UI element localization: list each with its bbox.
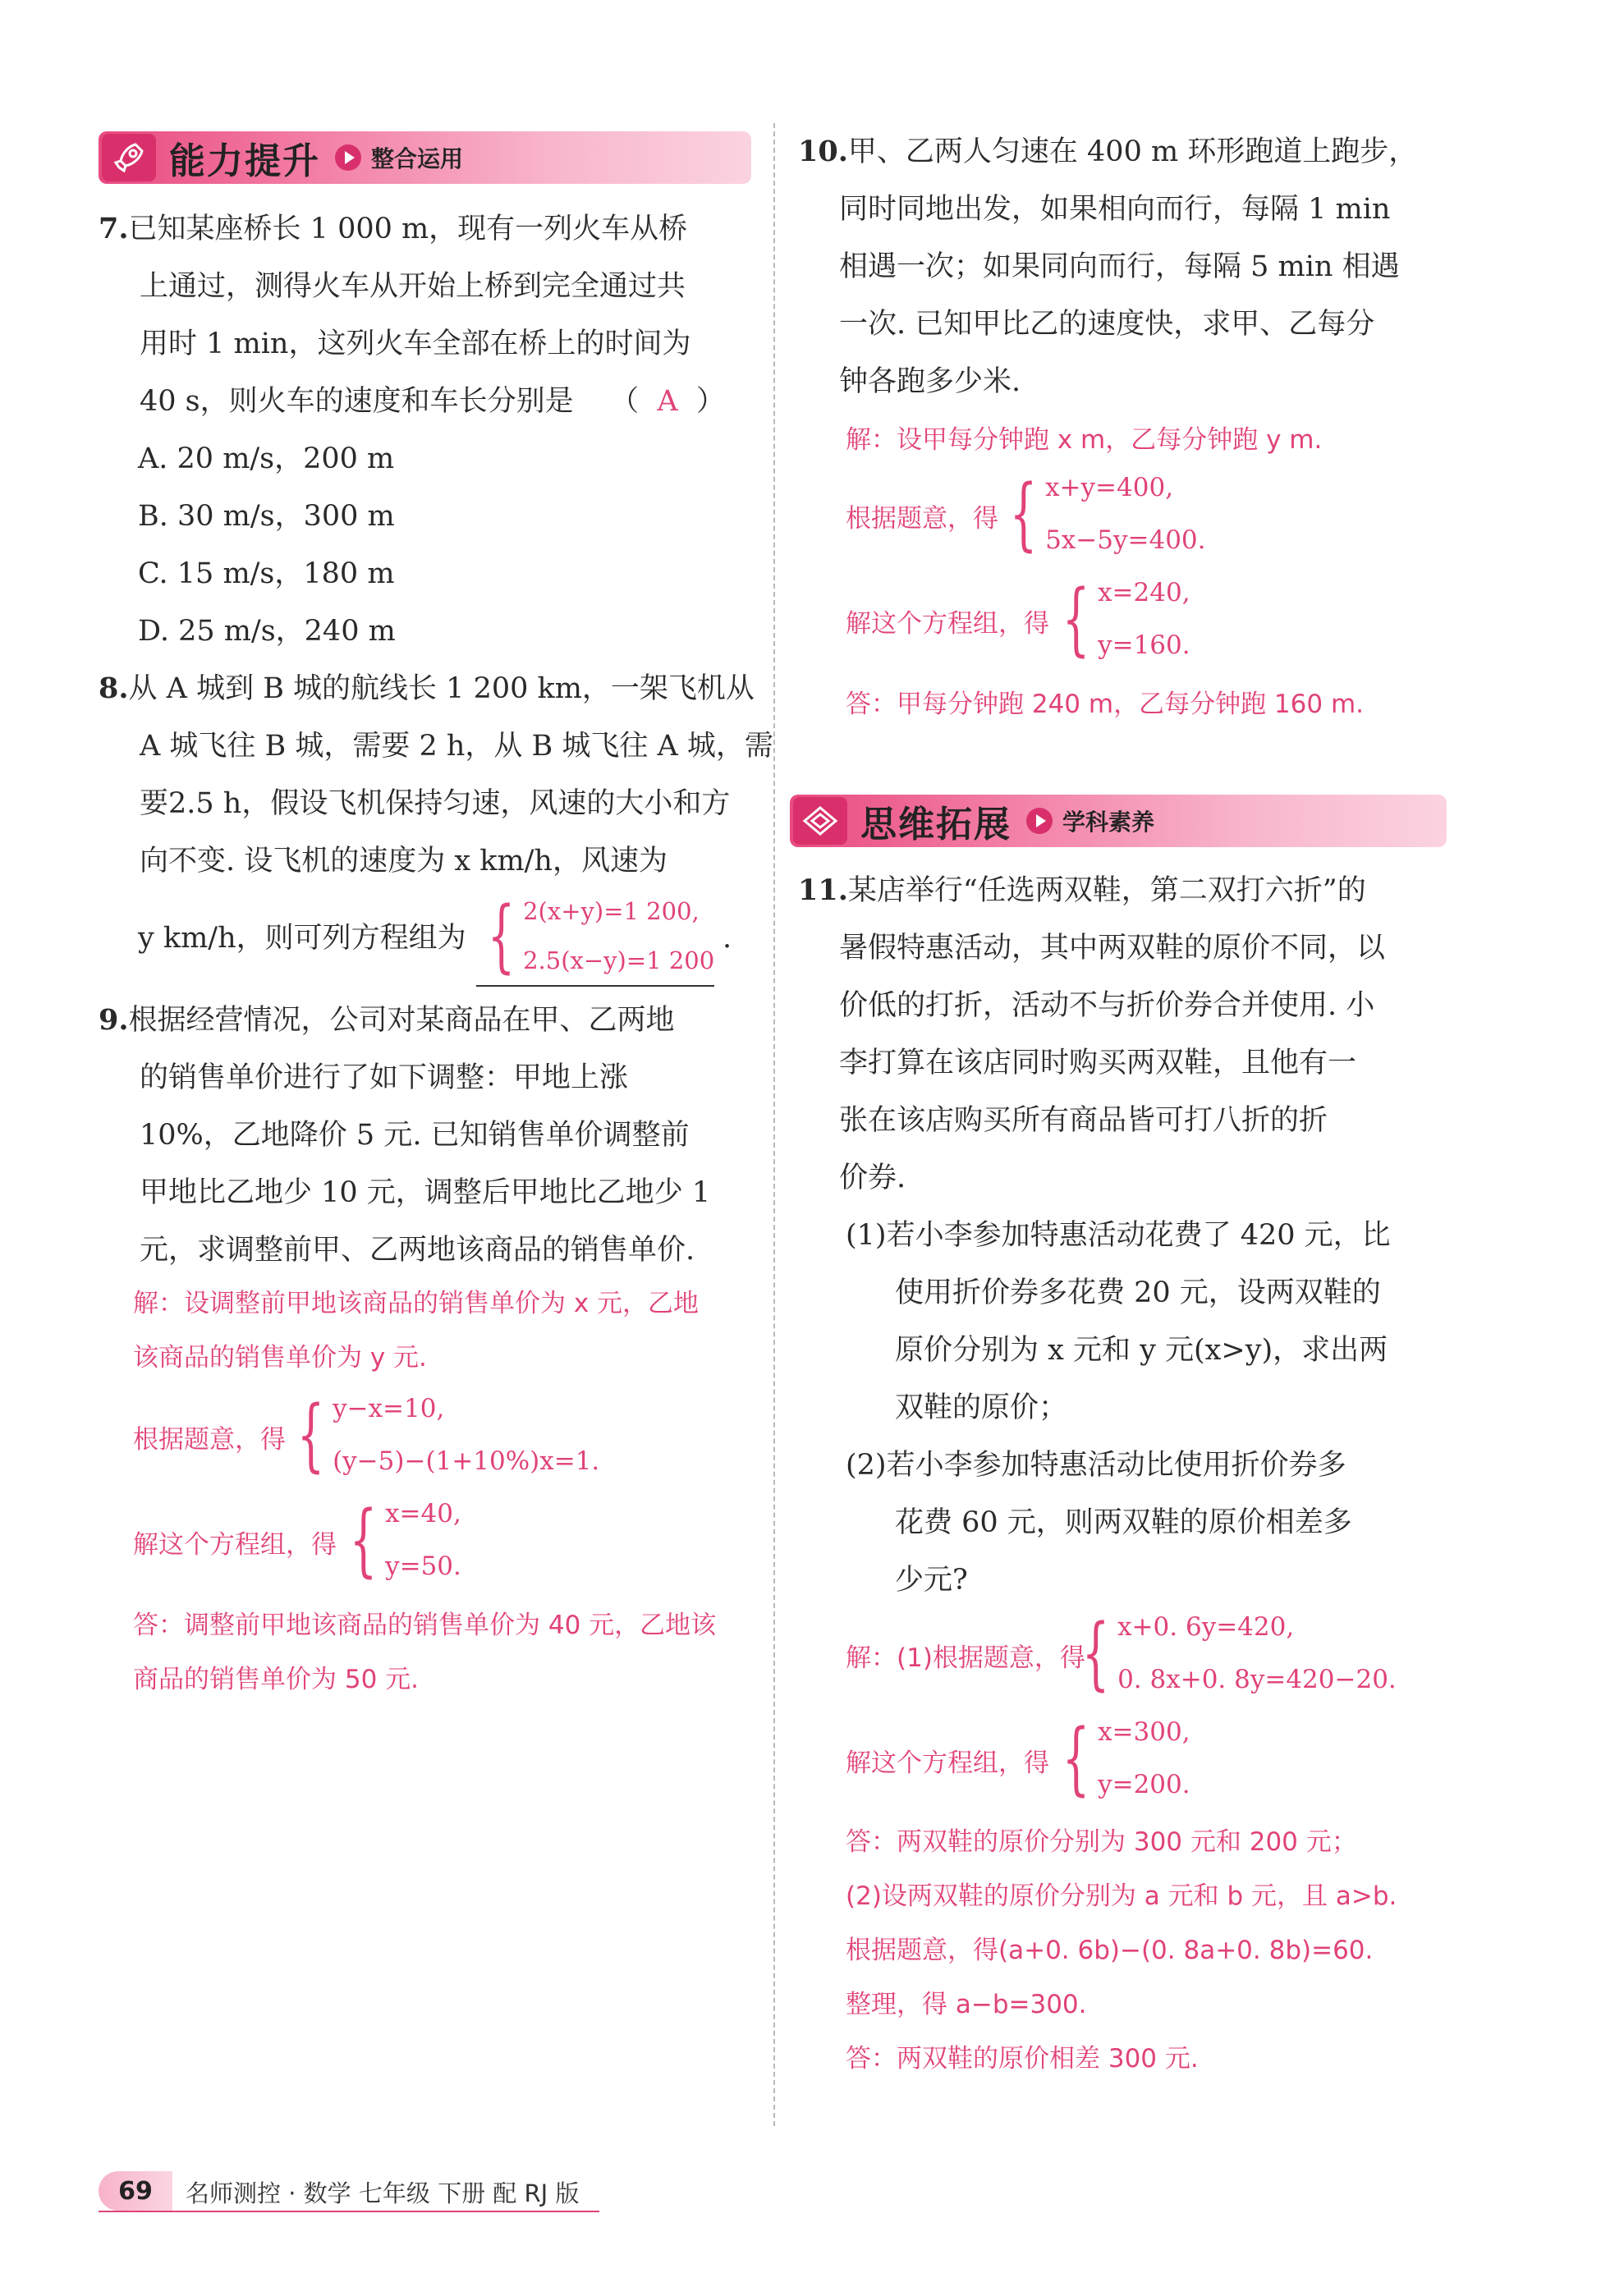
q11-solve-label: 解这个方程组，得: [846, 1748, 1049, 1778]
q11-answer-line: 答：两双鞋的原价相差 300 元.: [846, 2044, 1199, 2074]
question-8: 8.从 A 城到 B 城的航线长 1 200 km，一架飞机从 A 城飞往 B 城，需要 2 h，从 B 城飞往 A 城，需 要2.5 h，假设飞机保持匀速，风速的大小和方 向不变. 设飞机的速度为 x km/h，风速为: [99, 671, 773, 878]
q11-answer-line: 根据题意，得(a+0. 6b)−(0. 8a+0. 8b)=60.: [846, 1936, 1374, 1965]
question-7: 7.已知某座桥长 1 000 m，现有一列火车从桥 上通过，测得火车从开始上桥到完全通过共 用时 1 min，这列火车全部在桥上的时间为 40 s，则火车的速度和车长分别是 （ A ）: [99, 212, 725, 418]
play-icon: [1026, 808, 1053, 834]
q8-last-line: y km/h，则可列方程组为: [138, 922, 466, 955]
column-divider: [773, 123, 775, 2126]
question-11: 11.某店举行“任选两双鞋，第二双打六折”的 暑假特惠活动，其中两双鞋的原价不同，以 价低的打折，活动不与折价券合并使用. 小 李打算在该店同时购买两双鞋，且他有一 张在该店购买所有商品皆可打八折的折 价券.: [798, 873, 1386, 1194]
q8-equation-system: { 2(x+y)=1 200, 2.5(x−y)=1 200: [476, 887, 714, 987]
q10-equation-system-2: { x=240, y=160.: [1062, 573, 1190, 665]
page-number: 69: [99, 2171, 172, 2211]
question-number: 11.: [798, 873, 848, 907]
question-number: 7.: [99, 212, 129, 245]
q9-equation-system-1: { y−x=10, (y−5)−(1+10%)x=1.: [296, 1389, 600, 1481]
question-11-part-1: (1)若小李参加特惠活动花费了 420 元，比 使用折价券多花费 20 元，设两双鞋的 原价分别为 x 元和 y 元(x>y)，求出两 双鞋的原价；: [846, 1219, 1391, 1424]
q9-equation-system-2: { x=40, y=50.: [349, 1494, 461, 1586]
q11-equation-system-2: { x=300, y=200.: [1062, 1712, 1190, 1804]
section-title: 能力提升: [169, 140, 320, 182]
option-c: C. 15 m/s，180 m: [138, 557, 395, 590]
option-a: A. 20 m/s，200 m: [138, 442, 395, 475]
answer-choice: A: [657, 385, 678, 418]
q11-system-label: 解：(1)根据题意，得: [846, 1643, 1085, 1673]
q9-answer-line: 商品的销售单价为 50 元.: [133, 1665, 420, 1694]
q9-solve-label: 解这个方程组，得: [133, 1530, 337, 1560]
q10-solve-label: 解这个方程组，得: [846, 609, 1049, 639]
q9-solution-line: 解：设调整前甲地该商品的销售单价为 x 元，乙地: [133, 1289, 700, 1318]
q9-answer-line: 答：调整前甲地该商品的销售单价为 40 元，乙地该: [133, 1611, 717, 1640]
play-icon: [335, 144, 361, 171]
question-9: 9.根据经营情况，公司对某商品在甲、乙两地 的销售单价进行了如下调整：甲地上涨 10%，乙地降价 5 元. 已知销售单价调整前 甲地比乙地少 10 元，调整后甲地比乙地少 1 元，求调整前甲、乙两地该商品的销售单价.: [99, 1003, 711, 1267]
question-11-part-2: (2)若小李参加特惠活动比使用折价券多 花费 60 元，则两双鞋的原价相差多 少元?: [846, 1449, 1352, 1597]
q10-answer-line: 答：甲每分钟跑 240 m，乙每分钟跑 160 m.: [846, 690, 1365, 719]
diamond-icon: [793, 797, 847, 845]
question-10: 10.甲、乙两人匀速在 400 m 环形跑道上跑步， 同时同地出发，如果相向而行，每隔 1 min 相遇一次；如果同向而行，每隔 5 min 相遇 一次. 已知甲比乙的速度快，求甲、乙每分 钟各跑多少米.: [798, 135, 1418, 398]
section-title: 思维拓展: [860, 804, 1012, 846]
footer-text: 名师测控 · 数学 七年级 下册 配 RJ 版: [186, 2179, 580, 2207]
rocket-icon: [102, 134, 156, 181]
q9-system-label: 根据题意，得: [133, 1425, 286, 1455]
section-banner-thinking: [790, 795, 1447, 847]
q9-solution-line: 该商品的销售单价为 y 元.: [133, 1343, 427, 1373]
question-number: 8.: [99, 671, 129, 705]
q10-equation-system-1: { x+y=400, 5x−5y=400.: [1009, 468, 1206, 560]
q11-answer-line: (2)设两双鞋的原价分别为 a 元和 b 元，且 a>b.: [846, 1881, 1397, 1911]
q10-solution-line: 解：设甲每分钟跑 x m，乙每分钟跑 y m.: [846, 425, 1323, 455]
q11-answer-line: 整理，得 a−b=300.: [846, 1990, 1087, 2019]
q11-equation-system-1: { x+0. 6y=420, 0. 8x+0. 8y=420−20.: [1081, 1607, 1397, 1699]
section-subtitle: 学科素养: [1062, 809, 1155, 836]
option-d: D. 25 m/s，240 m: [138, 615, 396, 648]
q11-answer-line: 答：两双鞋的原价分别为 300 元和 200 元；: [846, 1827, 1357, 1857]
section-subtitle: 整合运用: [371, 145, 464, 172]
q10-system-label: 根据题意，得: [846, 504, 998, 534]
question-number: 9.: [99, 1003, 129, 1037]
option-b: B. 30 m/s，300 m: [138, 500, 395, 533]
footer-rule: [99, 2211, 599, 2212]
question-number: 10.: [798, 135, 848, 168]
section-banner-ability: [99, 131, 751, 184]
